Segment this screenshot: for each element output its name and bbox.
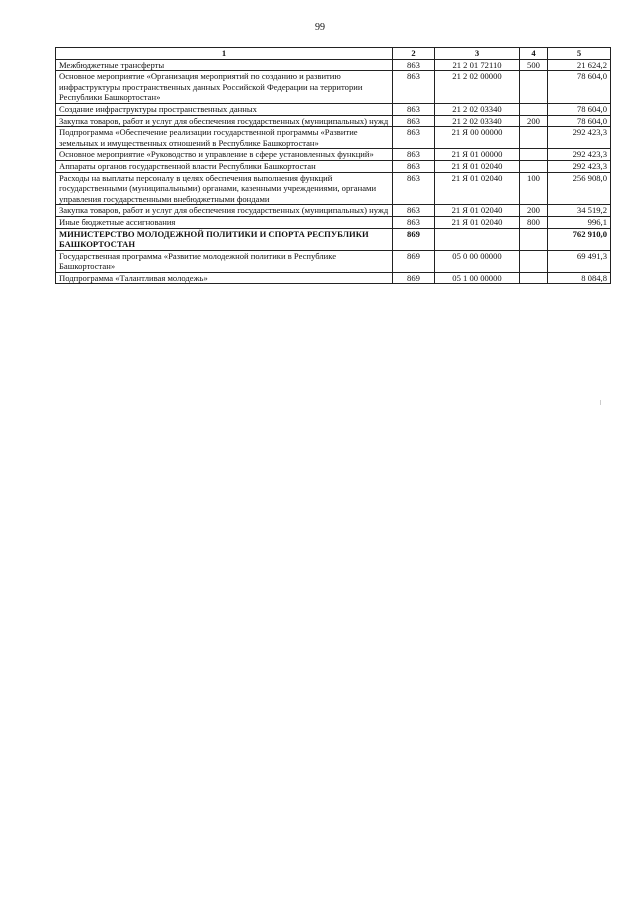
cell-article: 21 2 02 00000	[435, 71, 520, 104]
cell-article: 21 Я 01 02040	[435, 172, 520, 205]
table-row	[56, 127, 611, 149]
cell-type: 200	[520, 205, 548, 217]
cell-article: 21 Я 01 02040	[435, 216, 520, 228]
cell-article: 21 Я 00 00000	[435, 127, 520, 149]
scan-mark	[600, 400, 601, 405]
cell-type: 200	[520, 115, 548, 127]
cell-code: 863	[393, 149, 435, 161]
header-col-article: 3	[435, 48, 520, 60]
cell-name: Аппараты органов государственной власти Республики Башкортостан	[56, 160, 393, 172]
cell-code: 863	[393, 216, 435, 228]
table-row	[56, 228, 611, 250]
table-row	[56, 160, 611, 172]
header-col-name: 1	[56, 48, 393, 60]
cell-article: 05 0 00 00000	[435, 250, 520, 272]
cell-name: Подпрограмма «Талантливая молодежь»	[56, 272, 393, 284]
cell-name: Межбюджетные трансферты	[56, 59, 393, 71]
cell-name: Основное мероприятие «Руководство и управление в сфере установленных функций»	[56, 149, 393, 161]
cell-name: Государственная программа «Развитие молодежной политики в Республике Башкортостан»	[56, 250, 393, 272]
table-row	[56, 250, 611, 272]
cell-amount: 34 519,2	[548, 205, 611, 217]
cell-amount: 292 423,3	[548, 149, 611, 161]
cell-article	[435, 228, 520, 250]
table-row	[56, 59, 611, 71]
cell-type	[520, 103, 548, 115]
cell-name: Подпрограмма «Обеспечение реализации государственной программы «Развитие земельных и имущественных отношений в Республике Башкортостан»	[56, 127, 393, 149]
cell-type	[520, 160, 548, 172]
cell-type: 100	[520, 172, 548, 205]
table-row	[56, 115, 611, 127]
cell-name: Создание инфраструктуры пространственных данных	[56, 103, 393, 115]
table-body	[56, 59, 611, 284]
table-row	[56, 172, 611, 205]
cell-type: 500	[520, 59, 548, 71]
table-row	[56, 149, 611, 161]
page-number: 99	[315, 22, 325, 33]
cell-code: 863	[393, 205, 435, 217]
cell-name: МИНИСТЕРСТВО МОЛОДЕЖНОЙ ПОЛИТИКИ И СПОРТА РЕСПУБЛИКИ БАШКОРТОСТАН	[56, 228, 393, 250]
cell-amount: 256 908,0	[548, 172, 611, 205]
cell-code: 863	[393, 59, 435, 71]
cell-name: Закупка товаров, работ и услуг для обеспечения государственных (муниципальных) нужд	[56, 115, 393, 127]
cell-type	[520, 272, 548, 284]
cell-code: 863	[393, 115, 435, 127]
header-col-code: 2	[393, 48, 435, 60]
header-col-type: 4	[520, 48, 548, 60]
cell-amount: 78 604,0	[548, 71, 611, 104]
cell-code: 863	[393, 160, 435, 172]
cell-amount: 21 624,2	[548, 59, 611, 71]
cell-amount: 292 423,3	[548, 160, 611, 172]
cell-article: 21 Я 01 00000	[435, 149, 520, 161]
cell-amount: 996,1	[548, 216, 611, 228]
table-header	[56, 48, 611, 60]
cell-type: 800	[520, 216, 548, 228]
cell-amount: 69 491,3	[548, 250, 611, 272]
cell-name: Основное мероприятие «Организация мероприятий по созданию и развитию инфраструктуры пространственных данных Российской Федерации на территории Республики Башкортостан»	[56, 71, 393, 104]
cell-article: 21 Я 01 02040	[435, 205, 520, 217]
header-col-amount: 5	[548, 48, 611, 60]
cell-type	[520, 71, 548, 104]
cell-code: 863	[393, 172, 435, 205]
cell-code: 869	[393, 228, 435, 250]
cell-amount: 8 084,8	[548, 272, 611, 284]
table-row	[56, 216, 611, 228]
cell-code: 863	[393, 103, 435, 115]
cell-type	[520, 250, 548, 272]
cell-amount: 78 604,0	[548, 103, 611, 115]
cell-name: Закупка товаров, работ и услуг для обеспечения государственных (муниципальных) нужд	[56, 205, 393, 217]
header-row	[56, 48, 611, 60]
cell-type	[520, 149, 548, 161]
cell-code: 869	[393, 250, 435, 272]
cell-amount: 78 604,0	[548, 115, 611, 127]
cell-article: 05 1 00 00000	[435, 272, 520, 284]
cell-code: 869	[393, 272, 435, 284]
table-row	[56, 205, 611, 217]
cell-article: 21 2 02 03340	[435, 103, 520, 115]
cell-name: Иные бюджетные ассигнования	[56, 216, 393, 228]
cell-type	[520, 127, 548, 149]
cell-amount: 292 423,3	[548, 127, 611, 149]
table-row	[56, 272, 611, 284]
cell-name: Расходы на выплаты персоналу в целях обеспечения выполнения функций государственными (муниципальными) органами, казенными учреждениями, органами управления государственными внебюджетными фондами	[56, 172, 393, 205]
cell-amount: 762 910,0	[548, 228, 611, 250]
cell-type	[520, 228, 548, 250]
budget-table	[55, 47, 611, 284]
cell-article: 21 2 02 03340	[435, 115, 520, 127]
cell-code: 863	[393, 71, 435, 104]
cell-article: 21 Я 01 02040	[435, 160, 520, 172]
table-row	[56, 71, 611, 104]
cell-code: 863	[393, 127, 435, 149]
table-row	[56, 103, 611, 115]
cell-article: 21 2 01 72110	[435, 59, 520, 71]
